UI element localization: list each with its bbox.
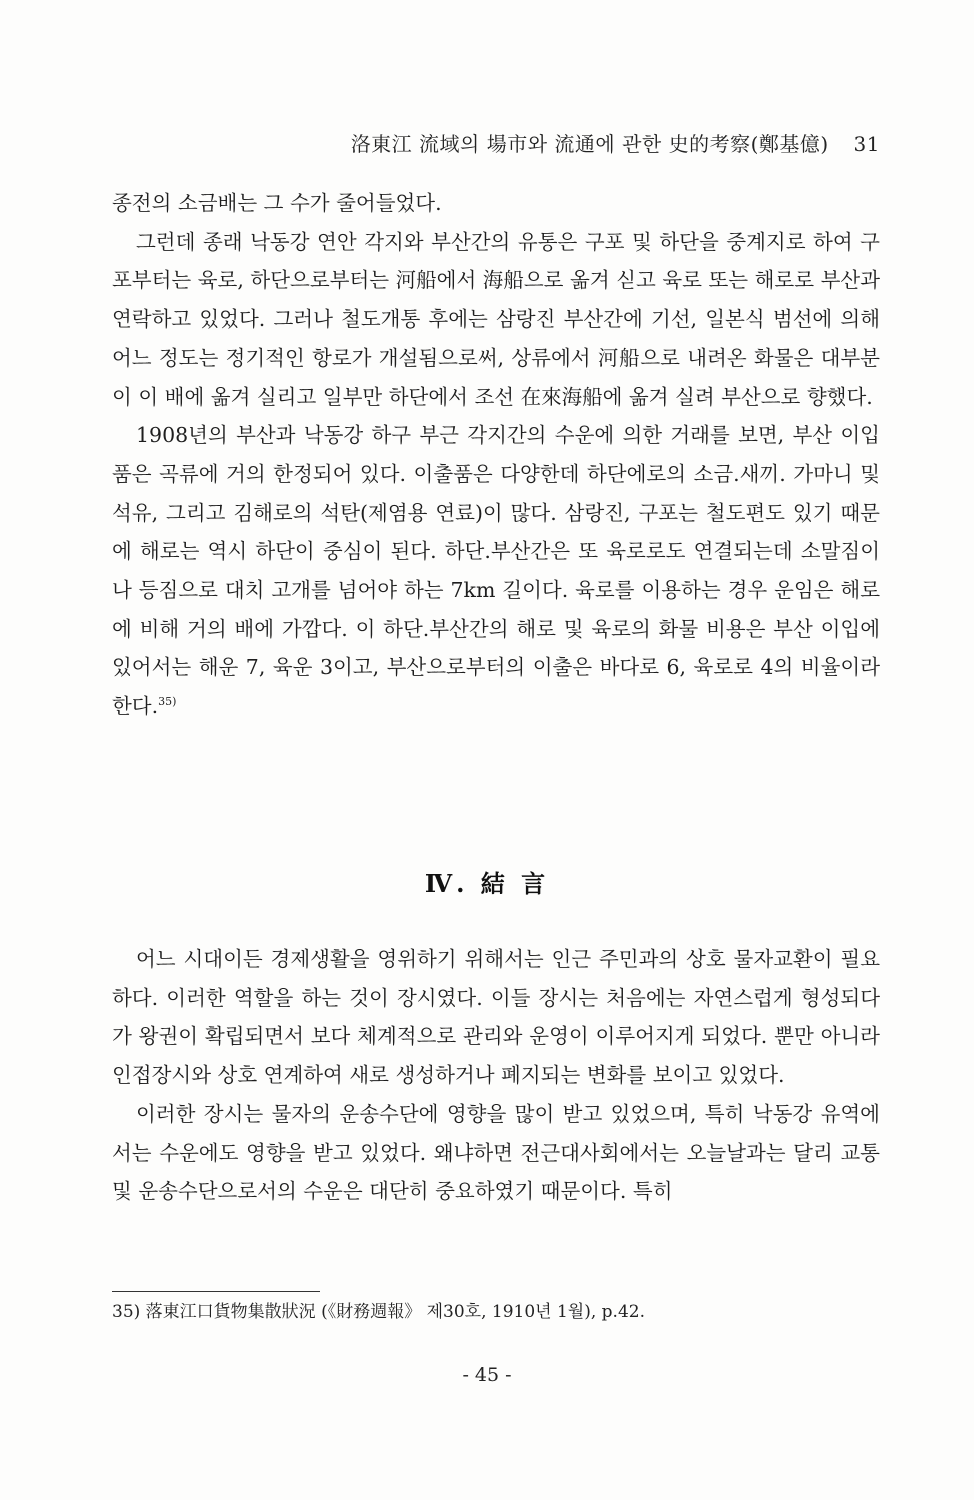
running-header-title: 洛東江 流域의 場市와 流通에 관한 史的考察(鄭基億)	[350, 132, 829, 156]
paragraph-text: 1908년의 부산과 낙동강 하구 부근 각지간의 수운에 의한 거래를 보면, 부산 이입품은 곡류에 거의 한정되어 있다. 이출품은 다양한데 하단에로의 소금.새끼. 가마니 및 석유, 그리고 김해로의 석탄(제염용 연료)이 많다. 삼랑진, 구포는 철도편도 있기 때문에 해로는 역시 하단이 중심이 된다. 하단.부산간은 또 육로로도 연결되는데 소말짐이나 등짐으로 대치 고개를 넘어야 하는 7km 길이다. 육로를 이용하는 경우 운임은 해로에 비해 거의 배에 가깝다. 이 하단.부산간의 해로 및 육로의 화물 비용은 부산 이입에 있어서는 해운 7, 육운 3이고, 부산으로부터의 이출은 바다로 6, 육로로 4의 비율이라 한다.	[112, 423, 880, 719]
footnote-divider	[112, 1291, 320, 1292]
body-section-2	[112, 940, 880, 1211]
footnote-reference[interactable]: 35)	[158, 695, 177, 709]
page-number: - 45 -	[462, 1364, 512, 1386]
running-header	[110, 128, 880, 157]
running-header-page-number: 31	[853, 132, 880, 156]
paragraph: 종전의 소금배는 그 수가 줄어들었다.	[112, 191, 442, 215]
section-heading: Ⅳ. 結 言	[424, 869, 550, 898]
body-section-1	[112, 184, 880, 726]
paragraph: 그런데 종래 낙동강 연안 각지와 부산간의 유통은 구포 및 하단을 중계지로 하여 구포부터는 육로, 하단으로부터는 河船에서 海船으로 옮겨 싣고 육로 또는 해로로 부산과 연락하고 있었다. 그러나 철도개통 후에는 삼랑진 부산간에 기선, 일본식 범선에 의해 어느 정도는 정기적인 항로가 개설됨으로써, 상류에서 河船으로 내려온 화물은 대부분이 이 배에 옮겨 실리고 일부만 하단에서 조선 在來海船에 옮겨 실려 부산으로 향했다.	[112, 229, 880, 409]
paragraph	[112, 416, 880, 726]
paragraph: 어느 시대이든 경제생활을 영위하기 위해서는 인근 주민과의 상호 물자교환이 필요하다. 이러한 역할을 하는 것이 장시였다. 이들 장시는 처음에는 자연스럽게 형성되다가 왕권이 확립되면서 보다 체계적으로 관리와 운영이 이루어지게 되었다. 뿐만 아니라 인접장시와 상호 연계하여 새로 생성하거나 폐지되는 변화를 보이고 있었다.	[112, 947, 880, 1088]
paragraph: 이러한 장시는 물자의 운송수단에 영향을 많이 받고 있었으며, 특히 낙동강 유역에서는 수운에도 영향을 받고 있었다. 왜냐하면 전근대사회에서는 오늘날과는 달리 교통 및 운송수단으로서의 수운은 대단히 중요하였기 때문이다. 특히	[112, 1101, 880, 1204]
footnote: 35) 落東江口貨物集散狀況 (《財務週報》 제30호, 1910년 1월), p.42.	[112, 1302, 645, 1322]
